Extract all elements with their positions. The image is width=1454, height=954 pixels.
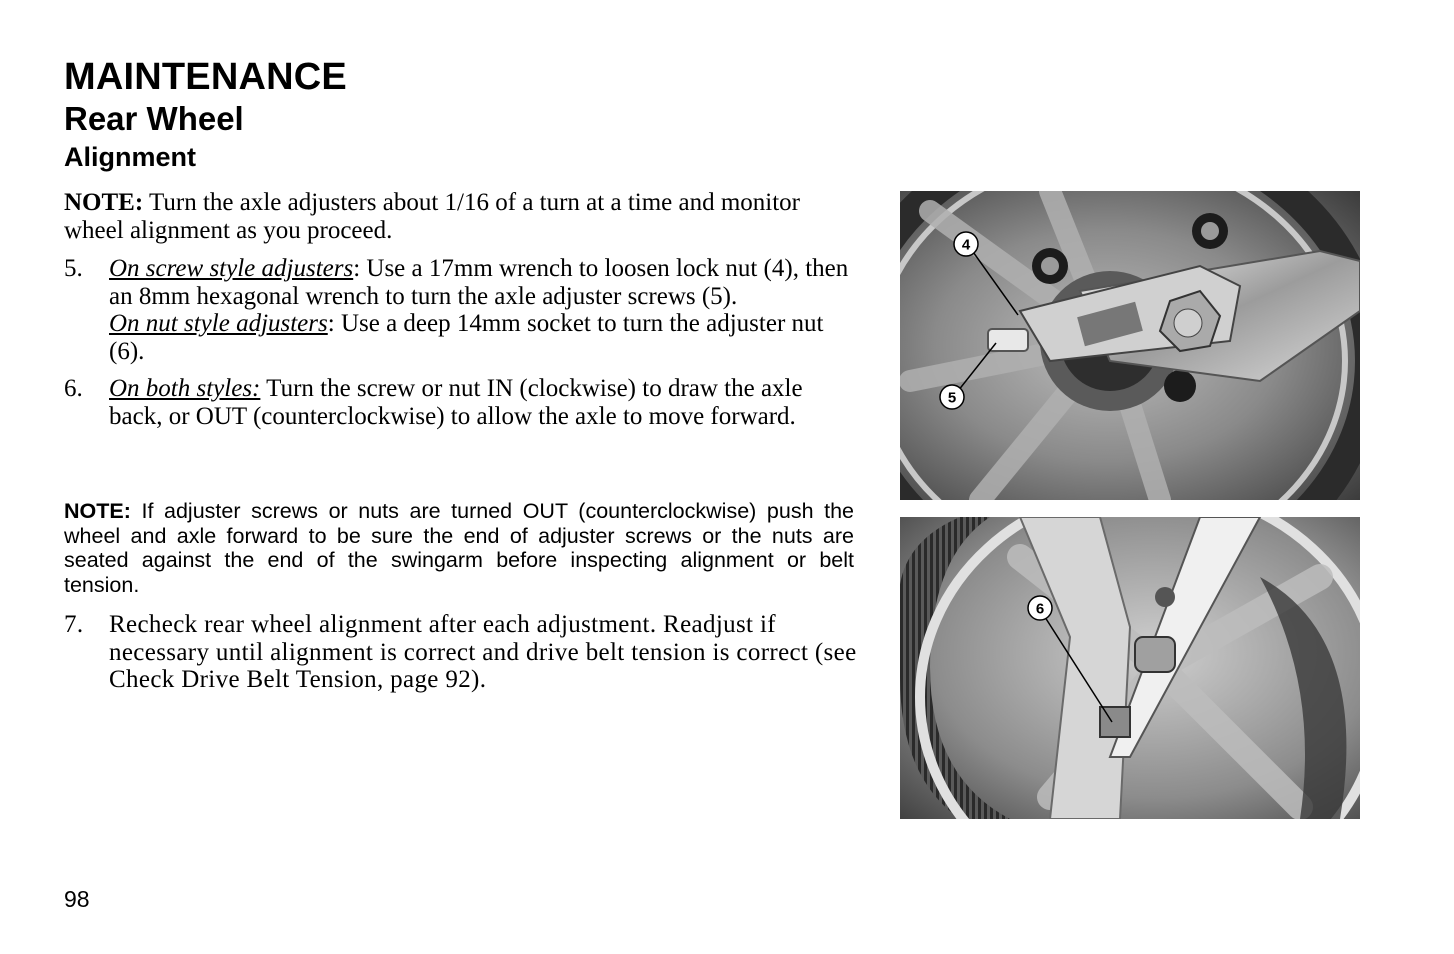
step-title: On nut style adjusters — [109, 310, 328, 337]
wheel-hub-illustration — [900, 191, 1360, 500]
step-title: On both styles: — [109, 375, 261, 402]
steps-list — [64, 611, 859, 694]
step-number: 5. — [64, 255, 83, 282]
step-number: 7. — [64, 611, 84, 638]
step-text: Turn the screw or nut IN (clockwise) to draw the axle back, or OUT (counterclockwise) to allow the axle to move forward. — [109, 375, 803, 430]
step-title: On screw style adjusters — [109, 255, 354, 282]
note-label: NOTE: — [64, 499, 131, 523]
callout-label: 6 — [1035, 600, 1045, 618]
sub-heading: Alignment — [64, 142, 196, 172]
step-item — [64, 611, 859, 694]
step-item — [64, 375, 859, 430]
note-text: Turn the axle adjusters about 1/16 of a turn at a time and monitor wheel alignment as you proceed. — [64, 189, 801, 244]
section-title: MAINTENANCE — [64, 56, 347, 98]
step-text: : Use a 17mm wrench to loosen lock nut (4), then an 8mm hexagonal wrench to turn the axle adjuster screws (5). — [109, 255, 849, 310]
note-paragraph — [64, 499, 854, 597]
note-paragraph — [64, 189, 859, 244]
adjuster-photo-top — [900, 191, 1360, 500]
page-heading: Rear Wheel — [64, 100, 244, 137]
note-label: NOTE: — [64, 189, 144, 216]
step-text: : Use a deep 14mm socket to turn the adjuster nut (6). — [109, 310, 824, 365]
callout-label: 5 — [947, 389, 957, 407]
step-item — [64, 255, 859, 365]
step-number: 6. — [64, 375, 83, 402]
step-text: Recheck rear wheel alignment after each adjustment. Readjust if necessary until alignment is correct and drive belt tension is correct (see Check Drive Belt Tension, page 92). — [109, 611, 857, 693]
page-number: 98 — [64, 886, 90, 912]
steps-list — [64, 255, 859, 430]
belt-pulley-illustration — [900, 517, 1360, 819]
adjuster-photo-bottom — [900, 517, 1360, 819]
callout-label: 4 — [961, 236, 971, 254]
note-text: If adjuster screws or nuts are turned OUT (counterclockwise) push the wheel and axle forward to be sure the end of adjuster screws or the nuts are seated against the end of the swingarm before inspecting alignment or belt tension. — [64, 499, 854, 597]
